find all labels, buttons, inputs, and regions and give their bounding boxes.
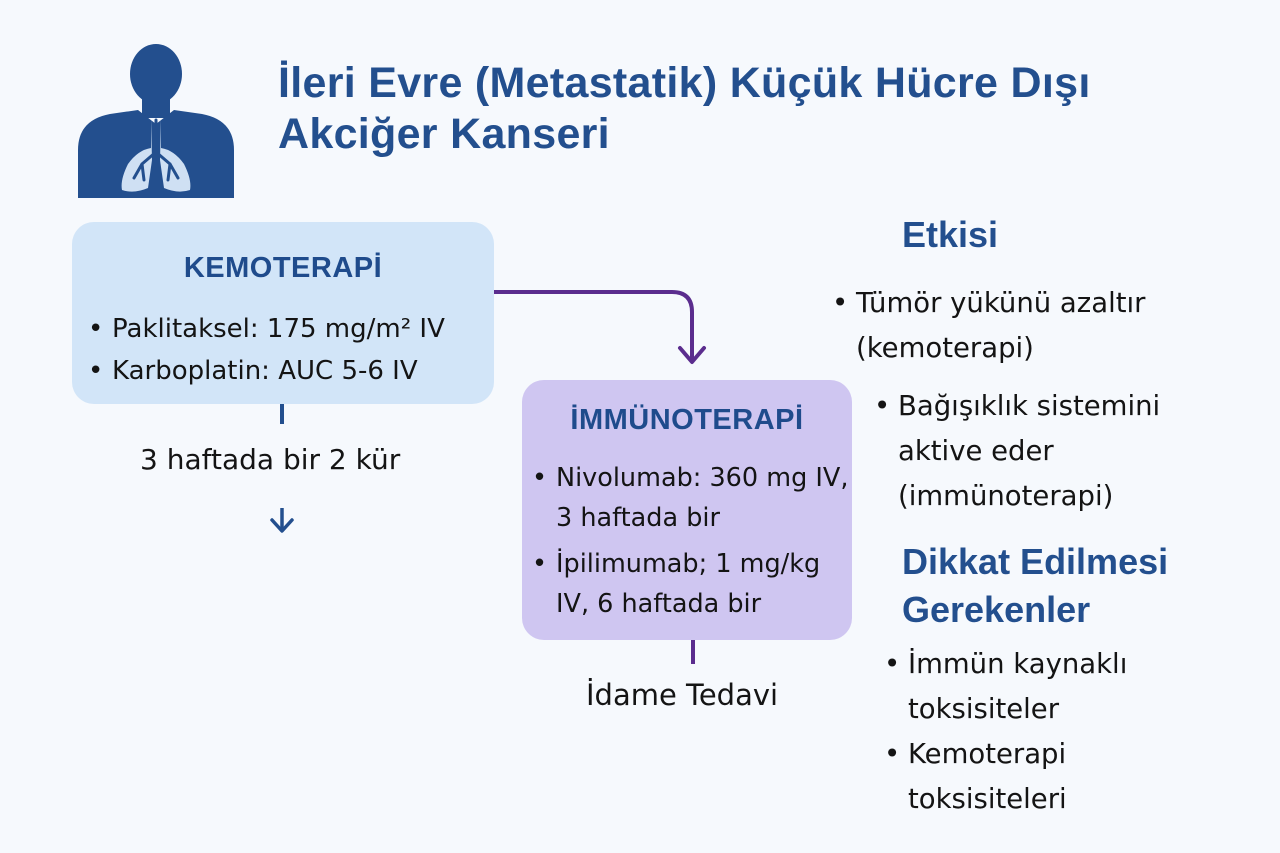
list-item: • Tümör yükünü azaltır (kemoterapi): [832, 281, 1232, 371]
immunotherapy-title: İMMÜNOTERAPİ: [570, 404, 804, 436]
chemo-to-immuno-connector: [494, 292, 692, 360]
list-item: • İpilimumab; 1 mg/kg IV, 6 haftada bir: [532, 544, 850, 624]
immunotherapy-box: [522, 380, 852, 640]
cautions-title: Dikkat Edilmesi Gerekenler: [902, 541, 1169, 630]
list-item: • İmmün kaynaklı toksisiteler: [884, 642, 1224, 732]
list-item: • Paklitaksel: 175 mg/m² IV: [88, 308, 445, 350]
list-item: • Nivolumab: 360 mg IV, 3 haftada bir: [532, 458, 850, 538]
effects-title: Etkisi: [902, 214, 999, 255]
person-lungs-icon: [78, 40, 234, 198]
effects-list-first: [832, 281, 1232, 371]
list-item: • Bağışıklık sistemini aktive eder (immünoterapi): [874, 384, 1234, 519]
immunotherapy-drug-list: [532, 458, 850, 624]
chemotherapy-title: KEMOTERAPİ: [183, 252, 383, 284]
cycle-note: 3 haftada bir 2 kür: [140, 443, 401, 476]
list-item: • Kemoterapi toksisiteleri: [884, 732, 1224, 822]
chemo-to-immuno-arrowhead: [680, 348, 704, 362]
cycle-down-arrowhead: [272, 520, 292, 531]
chemotherapy-box: [72, 222, 494, 404]
maintenance-note: İdame Tedavi: [586, 678, 779, 712]
list-item: • Karboplatin: AUC 5-6 IV: [88, 350, 445, 392]
cautions-list: [884, 642, 1224, 822]
page-title: İleri Evre (Metastatik) Küçük Hücre Dışı Akciğer Kanseri: [278, 59, 1091, 158]
chemotherapy-drug-list: [88, 308, 445, 392]
effects-list-second: [874, 384, 1234, 519]
